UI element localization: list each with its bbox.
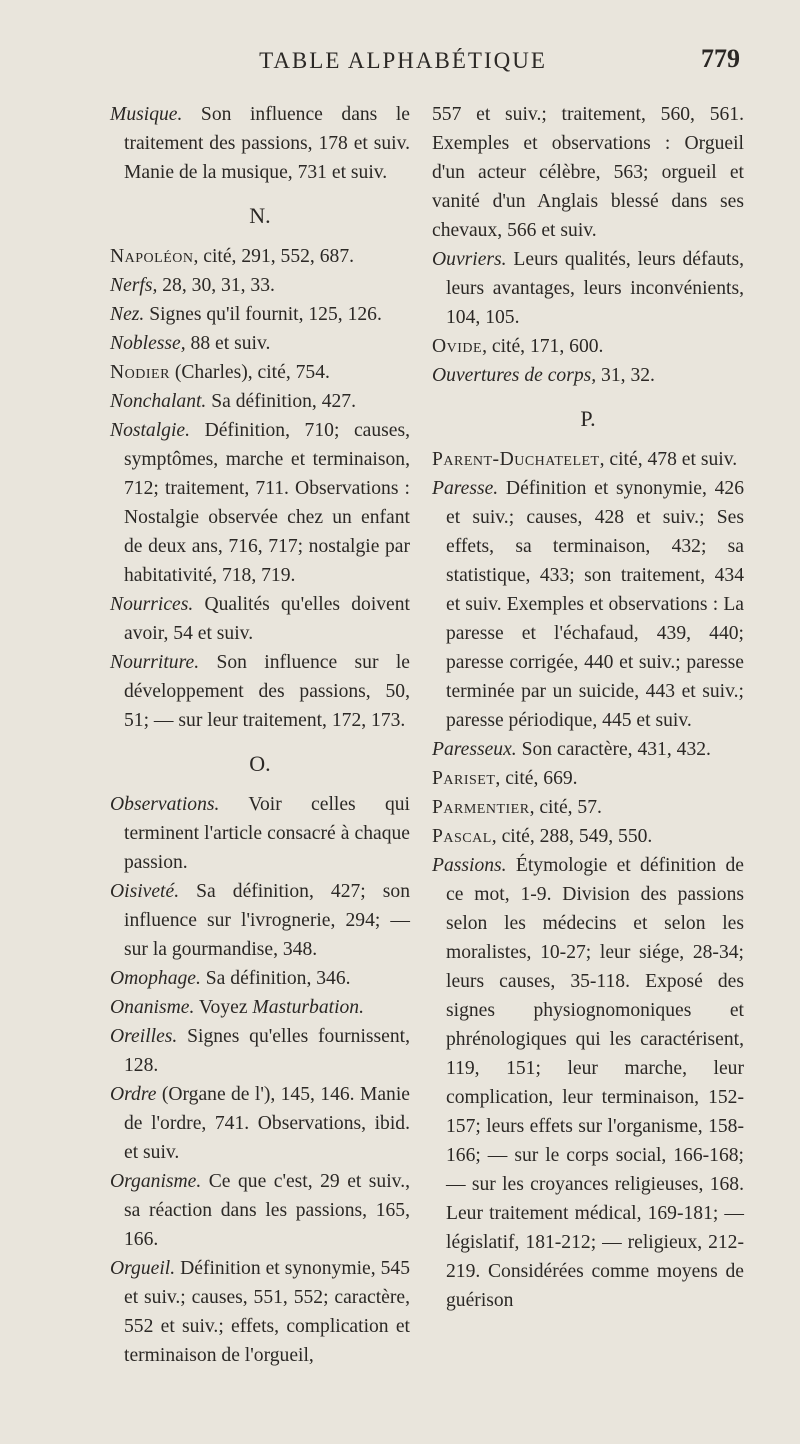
entry-text: Voir celles qui terminent l'article consacré à chaque passion. <box>124 794 410 873</box>
index-entry <box>110 877 410 964</box>
entry-text: 31, 32. <box>596 365 655 386</box>
index-entry <box>432 735 744 764</box>
entry-text: , cité, 291, 552, 687. <box>193 246 355 267</box>
index-entry <box>432 793 744 822</box>
index-entry <box>110 416 410 590</box>
entry-text: Définition et synonymie, 545 et suiv.; causes, 551, 552; caractère, 552 et suiv.; effets, complication et terminaison de l'orgueil, <box>124 1258 410 1366</box>
index-entry <box>110 790 410 877</box>
entry-text: Sa définition, 346. <box>200 968 351 989</box>
index-entry <box>432 245 744 332</box>
index-entry <box>110 271 410 300</box>
entry-term: Paresse. <box>432 478 499 499</box>
entry-term: Napoléon <box>110 246 194 267</box>
index-entry <box>432 445 744 474</box>
entry-text: Signes qu'il fournit, 125, 126. <box>144 304 382 325</box>
entry-text: Leurs qualités, leurs défauts, leurs avantages, leurs inconvénients, 104, 105. <box>446 249 744 328</box>
entry-term: Nonchalant. <box>110 391 207 412</box>
entry-text: 28, 30, 31, 33. <box>157 275 275 296</box>
entry-term: Paresseux. <box>432 739 517 760</box>
section-letter: N. <box>249 203 271 228</box>
entry-text: Définition et synonymie, 426 et suiv.; causes, 428 et suiv.; Ses effets, sa terminaison, 432; sa statistique, 433; son traitement, 434 et suiv. Exemples et observations : La paresse et l'échafaud, 439, 440; paresse corrigée, 440 et suiv.; paresse terminée par un suicide, 443 et suiv.; paresse périodique, 445 et suiv. <box>446 478 744 731</box>
index-entry <box>432 851 744 1315</box>
entry-term: Nourriture. <box>110 652 200 673</box>
index-entry <box>110 590 410 648</box>
entry-term: Ouvriers. <box>432 249 507 270</box>
entry-term: Organisme. <box>110 1171 202 1192</box>
entry-text: Sa définition, 427. <box>206 391 357 412</box>
cross-reference: Masturbation. <box>252 997 365 1018</box>
section-letter: O. <box>249 751 271 776</box>
entry-term: Pariset <box>432 768 496 789</box>
index-entry <box>432 361 744 390</box>
section-letter: P. <box>580 406 596 431</box>
entry-text: 88 et suiv. <box>185 333 271 354</box>
index-entry <box>110 993 410 1022</box>
index-entry <box>110 1080 410 1167</box>
entry-text: Signes qu'elles fournissent, 128. <box>124 1026 410 1076</box>
entry-term: Orgueil. <box>110 1258 176 1279</box>
entry-term: Oreilles. <box>110 1026 178 1047</box>
entry-term: Oisiveté. <box>110 881 180 902</box>
entry-term: Nostalgie. <box>110 420 191 441</box>
page-header <box>0 44 800 88</box>
index-entry <box>432 822 744 851</box>
entry-term: Ouvertures de corps, <box>432 365 597 386</box>
entry-text: (Charles), cité, 754. <box>169 362 330 383</box>
entry-text: , cité, 478 et suiv. <box>599 449 738 470</box>
entry-text: , cité, 288, 549, 550. <box>491 826 653 847</box>
index-entry <box>432 764 744 793</box>
index-entry <box>110 242 410 271</box>
index-entry <box>432 474 744 735</box>
entry-term: Onanisme. <box>110 997 195 1018</box>
index-entry <box>110 1167 410 1254</box>
page-number: 779 <box>701 44 740 73</box>
entry-text: Définition, 710; causes, symptômes, marche et terminaison, 712; traitement, 711. Observations : Nostalgie observée chez un enfant de deux ans, 716, 717; nostalgie par habitativité, 718, 719. <box>124 420 410 586</box>
running-title: TABLE ALPHABÉTIQUE <box>259 48 547 73</box>
index-entry <box>110 100 410 187</box>
entry-term: Observations. <box>110 794 220 815</box>
entry-term: Musique. <box>110 104 183 125</box>
index-entry <box>110 1254 410 1370</box>
index-entry <box>110 358 410 387</box>
entry-term: Nodier <box>110 362 170 383</box>
entry-term: Ordre <box>110 1084 157 1105</box>
entry-term: Nerfs, <box>110 275 158 296</box>
index-entry <box>432 332 744 361</box>
entry-term: Parent-Duchatelet <box>432 449 600 470</box>
continued-entry: 557 et suiv.; traitement, 560, 561. Exemples et observations : Orgueil d'un acteur célèbre, 563; orgueil et vanité d'un Anglais blessé dans ses chevaux, 566 et suiv. <box>432 104 744 241</box>
left-column <box>110 100 410 1370</box>
entry-text: Ce que c'est, 29 et suiv., sa réaction dans les passions, 165, 166. <box>124 1171 410 1250</box>
index-entry <box>110 964 410 993</box>
entry-text: Étymologie et définition de ce mot, 1-9. Division des passions selon les médecins et selon les moralistes, 10-27; leur siége, 28-34; leurs causes, 35-118. Exposé des signes physiognomoniques et phrénologiques qui les caractérisent, 119, 151; leur marche, leur complication, leur terminaison, 152-157; leurs effets sur l'organisme, 158-166; — sur le corps social, 166-168; — sur les croyances religieuses, 168. Leur traitement médical, 169-181; — législatif, 181-212; — religieux, 212-219. Considérées comme moyens de guérison <box>446 855 744 1311</box>
entry-text: Sa définition, 427; son influence sur l'ivrognerie, 294; — sur la gourmandise, 348. <box>124 881 410 960</box>
entry-term: Noblesse, <box>110 333 186 354</box>
entry-text: Son influence sur le développement des passions, 50, 51; — sur leur traitement, 172, 173. <box>124 652 410 731</box>
right-column <box>432 100 744 1315</box>
entry-term: Passions. <box>432 855 507 876</box>
entry-text: , cité, 57. <box>529 797 602 818</box>
index-entry <box>110 387 410 416</box>
entry-term: Nez. <box>110 304 145 325</box>
index-entry <box>110 329 410 358</box>
entry-term: Ovide <box>432 336 483 357</box>
entry-text: Son caractère, 431, 432. <box>516 739 711 760</box>
entry-term: Nourrices. <box>110 594 194 615</box>
entry-text: Son influence dans le traitement des passions, 178 et suiv. Manie de la musique, 731 et suiv. <box>124 104 410 183</box>
index-entry <box>110 300 410 329</box>
index-entry <box>110 1022 410 1080</box>
entry-text: Qualités qu'elles doivent avoir, 54 et suiv. <box>124 594 410 644</box>
entry-term: Parmentier <box>432 797 530 818</box>
entry-term: Pascal <box>432 826 492 847</box>
entry-text: Voyez <box>194 997 253 1018</box>
entry-text: , cité, 669. <box>495 768 578 789</box>
entry-text: , cité, 171, 600. <box>482 336 604 357</box>
entry-term: Omophage. <box>110 968 201 989</box>
entry-text: (Organe de l'), 145, 146. Manie de l'ordre, 741. Observations, ibid. et suiv. <box>124 1084 410 1163</box>
index-entry <box>110 648 410 735</box>
